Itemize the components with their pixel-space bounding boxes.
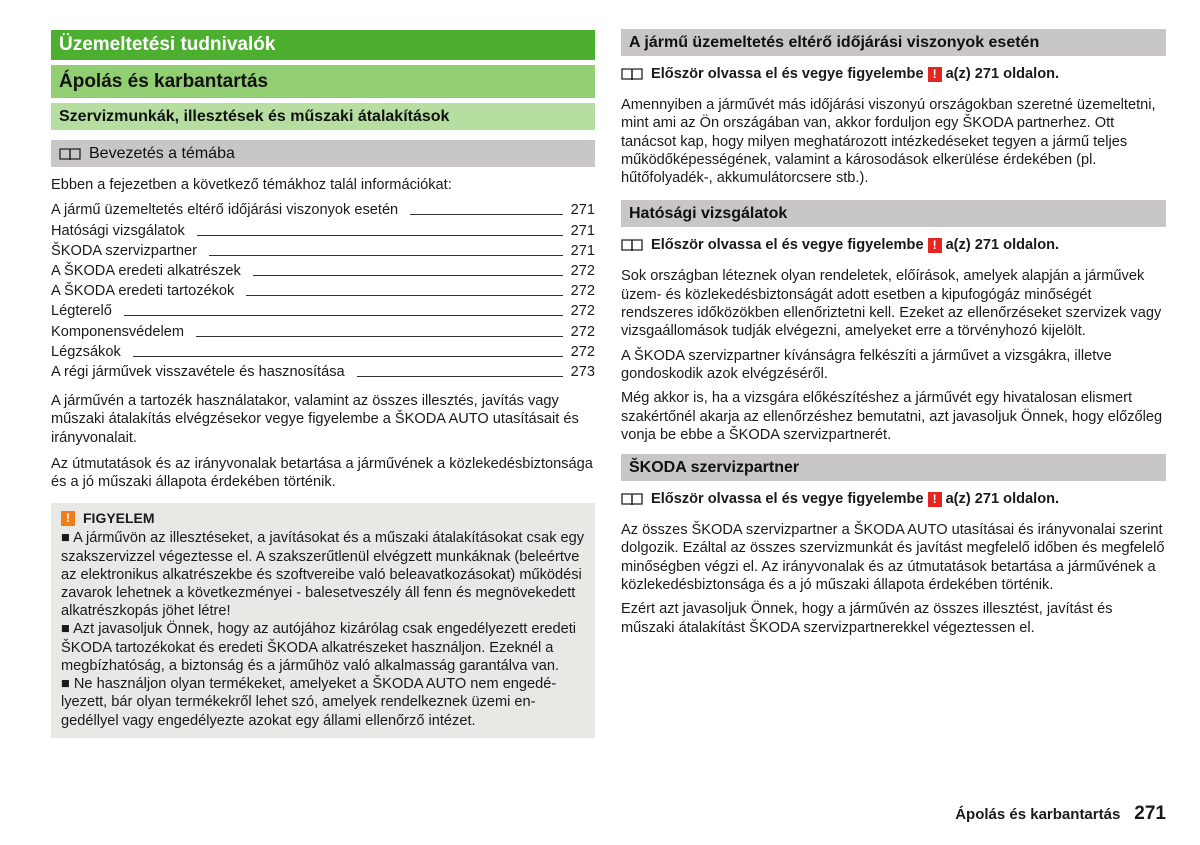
notice-line[interactable]: [621, 64, 1166, 84]
notice-prefix: Először olvassa el és vegye figyelembe: [651, 491, 924, 508]
book-icon: [621, 238, 643, 252]
body-paragraph: Ezért azt javasoljuk Önnek, hogy a járművén az összes illesztést, javítást és műszaki átalakítást ŠKODA szervizpartnerekkel végeztessen el.: [621, 601, 1113, 636]
toc-item-page: 272: [570, 303, 595, 320]
warning-header: [61, 509, 585, 527]
body-paragraph: Az összes ŠKODA szervizpartner a ŠKODA AUTO utasításai és irányvonalai szerint dolgozik. Ezáltal az összes szervizmunkát és javítást megfelelő időben és megfelelő minőségben végzi el. Az irányvonalak és az útmutatások betartása a járművének a közlekedésbiztonsága és a jó műszaki állapota érdekében történik.: [621, 522, 1165, 594]
toc-item[interactable]: [51, 342, 595, 362]
page-footer: [955, 803, 1166, 825]
book-icon: [621, 492, 643, 506]
right-column: [621, 29, 1166, 637]
chapter-heading: Üzemeltetési tudnivalók: [51, 30, 595, 60]
toc-leader-line: [357, 376, 563, 377]
toc-leader-line: [196, 336, 563, 337]
body-paragraph: Sok országban léteznek olyan rendeletek, előírások, amelyek alapján a járművek üzem- és közlekedésbiztonságát adott esetben a kipufogógáz minőségét rendszeres időközökben ellenőriztetni kell. Ezeket az ellenőrzéseket szervizek vagy vizsgaállomások tudják elvégezni, amelyeket erre a törvényhozó kijelölt.: [621, 268, 1162, 340]
section-heading: Ápolás és karbantartás: [51, 65, 595, 98]
toc-item-title: ŠKODA szervizpartner: [51, 242, 197, 259]
warning-exclamation-icon: !: [928, 67, 942, 82]
toc-item-title: Légterelő: [51, 303, 112, 320]
toc-item[interactable]: [51, 321, 595, 341]
toc-item-page: 271: [570, 202, 595, 219]
warning-icon: !: [61, 511, 75, 526]
body-paragraph: Még akkor is, ha a vizsgára előkészítéshez a járművét egy hivatalosan elismert szakértőnél akarja az ellenőrzéshez bemutatni, azt javasoljuk Önnek, hogy előzőleg vonja be ebbe a ŠKODA szervizpartnerét.: [621, 390, 1163, 443]
toc-item[interactable]: [51, 200, 595, 220]
notice-line[interactable]: [621, 489, 1166, 509]
notice-suffix: a(z) 271 oldalon.: [945, 237, 1060, 254]
intro-text: Ebben a fejezetben a következő témákhoz talál információkat:: [51, 177, 452, 193]
toc-item[interactable]: [51, 281, 595, 301]
section-heading: Hatósági vizsgálatok: [621, 200, 1166, 227]
toc-list: [51, 200, 595, 382]
footer-chapter-title: Ápolás és karbantartás: [955, 805, 1121, 823]
toc-item[interactable]: [51, 261, 595, 281]
notice-suffix: a(z) 271 oldalon.: [945, 66, 1060, 82]
toc-item-page: 271: [570, 242, 595, 259]
toc-item-page: 271: [570, 222, 595, 239]
body-paragraph: Az útmutatások és az irányvonalak betartása a járművének a közlekedésbiztonsága és a jó műszaki állapota érdekében történik.: [51, 455, 593, 491]
toc-item-title: Légzsákok: [51, 343, 121, 360]
warning-title: FIGYELEM: [83, 510, 155, 527]
warning-item: ■ A járművön az illesztéseket, a javításokat és a műszaki átalakításokat csak egy szakszervizzel végeztesse el. A szakszerűtlenül elvégzett munkáknak (beleértve az elektronikus alkatrészekbe és szoftvereibe való beleavatkozásokat) működési zavarok lehetnek a következményei - balesetveszély áll fenn és megnövekedett alkatrészkopás jöhet létre!: [61, 530, 585, 620]
intro-heading-bar: [51, 140, 595, 167]
toc-item[interactable]: [51, 362, 595, 382]
warning-exclamation-icon: !: [928, 492, 942, 507]
page-number: 271: [1134, 803, 1166, 824]
toc-leader-line: [410, 214, 562, 215]
toc-item-page: 272: [570, 283, 595, 300]
body-paragraph: A járművén a tartozék használatakor, valamint az összes illesztés, javítás vagy műszaki átalakítás elvégzésekor vegye figyelembe a ŠKODA AUTO utasításait és irányvonalait.: [51, 392, 579, 446]
warning-box: [51, 503, 595, 737]
notice-prefix: Először olvassa el és vegye figyelembe: [651, 66, 924, 82]
notice-suffix: a(z) 271 oldalon.: [945, 491, 1060, 508]
toc-item-page: 273: [570, 363, 595, 380]
notice-prefix: Először olvassa el és vegye figyelembe: [651, 237, 924, 254]
toc-item[interactable]: [51, 220, 595, 240]
toc-leader-line: [253, 275, 563, 276]
toc-item[interactable]: [51, 301, 595, 321]
warning-item: ■ Ne használjon olyan termékeket, amelyeket a ŠKODA AUTO nem engedélyezett, bár olyan termékekről lehet szó, amelyek rendelkeznek üzemi engedéllyel vagy engedélyezte azokat egy állami ellenőrző intézet.: [61, 676, 557, 729]
toc-item-title: Komponensvédelem: [51, 323, 185, 340]
toc-item[interactable]: [51, 241, 595, 261]
body-paragraph: Amennyiben a járművét más időjárási viszonyú országokban szeretné üzemeltetni, mint ami az Ön országában van, akkor forduljon egy ŠKODA partnerhez. Ott tanácsot kap, hogy milyen meghatározott intézkedéseket tegyen a jármű teljes működőképességének, valamint a károsodások elkerülése érdekében (pl. hűtőfolyadék-, akkumulátorcsere stb.).: [621, 97, 1156, 187]
toc-item-title: A régi járművek visszavétele és hasznosítása: [51, 363, 345, 380]
warning-item: ■ Azt javasoljuk Önnek, hogy az autójához kizárólag csak engedélyezett eredeti ŠKODA tartozékokat és eredeti ŠKODA alkatrészeket használjon. Ezeknél a megbízhatóság, a biztonság és a járműhöz való alkalmasság garantálva van.: [61, 621, 577, 674]
left-column: [51, 30, 595, 738]
toc-item-page: 272: [570, 343, 595, 360]
notice-line[interactable]: [621, 235, 1166, 255]
intro-heading: Bevezetés a témába: [89, 145, 235, 162]
book-icon: [59, 147, 81, 161]
toc-leader-line: [246, 295, 562, 296]
section-heading: ŠKODA szervizpartner: [621, 454, 1166, 481]
toc-item-title: A ŠKODA eredeti alkatrészek: [51, 263, 241, 280]
warning-exclamation-icon: !: [928, 238, 942, 253]
toc-leader-line: [124, 315, 563, 316]
section-heading: A jármű üzemeltetés eltérő időjárási viszonyok esetén: [621, 29, 1166, 56]
book-icon: [621, 67, 643, 81]
toc-item-page: 272: [570, 263, 595, 280]
body-paragraph: A ŠKODA szervizpartner kívánságra felkészíti a járművet a vizsgákra, illetve gondoskodik azok elvégzéséről.: [621, 347, 1112, 382]
toc-item-page: 272: [570, 323, 595, 340]
toc-leader-line: [133, 356, 563, 357]
toc-item-title: A ŠKODA eredeti tartozékok: [51, 283, 235, 300]
toc-item-title: A jármű üzemeltetés eltérő időjárási viszonyok esetén: [51, 202, 399, 219]
subsection-heading: Szervizmunkák, illesztések és műszaki átalakítások: [51, 103, 595, 130]
toc-leader-line: [197, 235, 563, 236]
toc-leader-line: [209, 255, 563, 256]
toc-item-title: Hatósági vizsgálatok: [51, 222, 185, 239]
